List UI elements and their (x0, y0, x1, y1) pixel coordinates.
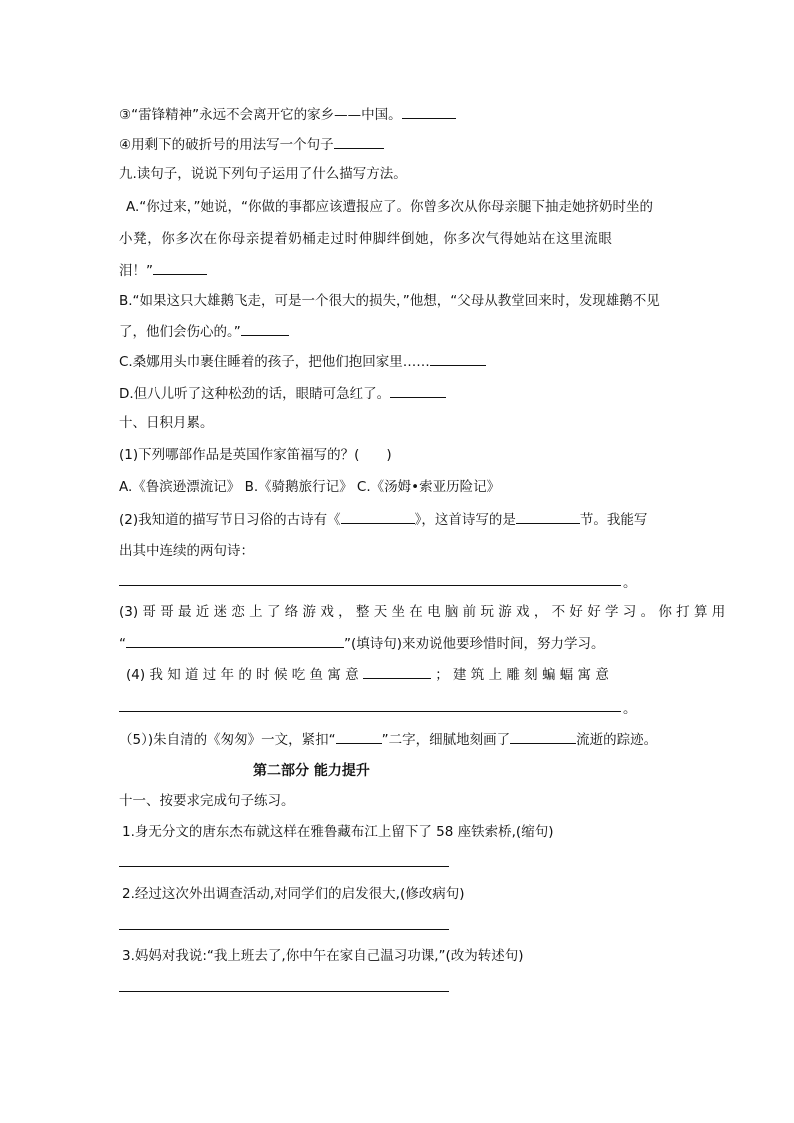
q9-title: 九.读句子，说说下列句子运用了什么描写方法。 (119, 166, 407, 182)
q8-item-4: ④用剩下的破折号的用法写一个句子 (119, 134, 384, 155)
answer-line[interactable] (119, 991, 449, 992)
period: 。 (623, 575, 637, 591)
q10-part3-line1: (3) 哥 哥 最 近 迷 恋 上 了 络 游 戏 ， 整 天 坐 在 电 脑 前 玩 游 戏 ， 不 好 好 学 习 。 你 打 算 用 (119, 604, 726, 620)
q11-sentence-2: 2.经过这次外出调查活动,对同学们的启发很大,(修改病句) (122, 886, 465, 902)
q10-part3-line2: “ ”(填诗句)来劝说他要珍惜时间，努力学习。 (119, 633, 605, 654)
q10-part2-line2: 出其中连续的两句诗： (119, 543, 254, 559)
q11-title: 十一、按要求完成句子练习。 (119, 793, 295, 809)
q10-part4: (4) 我 知 道 过 年 的 时 候 吃 鱼 寓 意 ； 建 筑 上 雕 刻 蝙 蝠 寓 意 (126, 664, 609, 685)
answer-blank[interactable] (241, 321, 289, 336)
q9-c: C.桑娜用头巾裹住睡着的孩子，把他们抱回家里…… (119, 351, 486, 372)
q9-a-line3: 泪！” (119, 260, 207, 281)
answer-blank[interactable] (363, 664, 431, 679)
q10-title: 十、日积月累。 (119, 415, 214, 431)
answer-line[interactable] (119, 866, 449, 867)
q9-d: D.但八儿听了这种松劲的话，眼睛可急红了。 (119, 383, 446, 404)
q9-b-line2: 了，他们会伤心的。” (119, 321, 289, 342)
q10-part5: （5）)朱自清的《匆匆》一文，紧扣“ ”二字，细腻地刻画了 流逝的踪迹。 (119, 729, 657, 750)
answer-blank[interactable] (153, 260, 207, 275)
answer-blank[interactable] (510, 729, 576, 744)
answer-blank[interactable] (334, 134, 384, 149)
answer-blank[interactable] (126, 633, 344, 648)
q10-part1-options: A.《鲁滨逊漂流记》 B.《骑鹅旅行记》 C.《汤姆•索亚历险记》 (119, 479, 501, 495)
q11-sentence-1: 1.身无分文的唐东杰布就这样在雅鲁藏布江上留下了 58 座铁索桥,(缩句) (122, 824, 554, 840)
q10-part2: (2)我知道的描写节日习俗的古诗有《 》，这首诗写的是 节。我能写 (119, 509, 647, 530)
section-heading: 第二部分 能力提升 (253, 763, 370, 779)
q10-part1: (1)下列哪部作品是英国作家笛福写的？( ) (119, 447, 392, 463)
period: 。 (623, 701, 637, 717)
answer-blank[interactable] (336, 729, 382, 744)
q9-a-line1: A.“你过来，”她说，“你做的事都应该遭报应了。你曾多次从你母亲腿下抽走她挤奶时坐的 (126, 199, 654, 215)
answer-line[interactable] (119, 929, 449, 930)
q9-b-line1: B.“如果这只大雄鹅飞走，可是一个很大的损失，”他想，“父母从教堂回来时，发现雄鹅不见 (119, 293, 660, 309)
answer-blank[interactable] (516, 509, 580, 524)
answer-blank[interactable] (390, 383, 446, 398)
answer-blank[interactable] (430, 351, 486, 366)
answer-blank[interactable] (402, 104, 456, 119)
q9-a-line2: 小凳，你多次在你母亲提着奶桶走过时伸脚绊倒她，你多次气得她站在这里流眼 (119, 231, 613, 247)
answer-line[interactable] (119, 585, 621, 586)
answer-blank[interactable] (341, 509, 415, 524)
q11-sentence-3: 3.妈妈对我说:“我上班去了,你中午在家自己温习功课,”(改为转述句) (122, 948, 524, 964)
answer-line[interactable] (119, 711, 621, 712)
q8-item-3: ③“雷锋精神”永远不会离开它的家乡——中国。 (119, 104, 456, 125)
